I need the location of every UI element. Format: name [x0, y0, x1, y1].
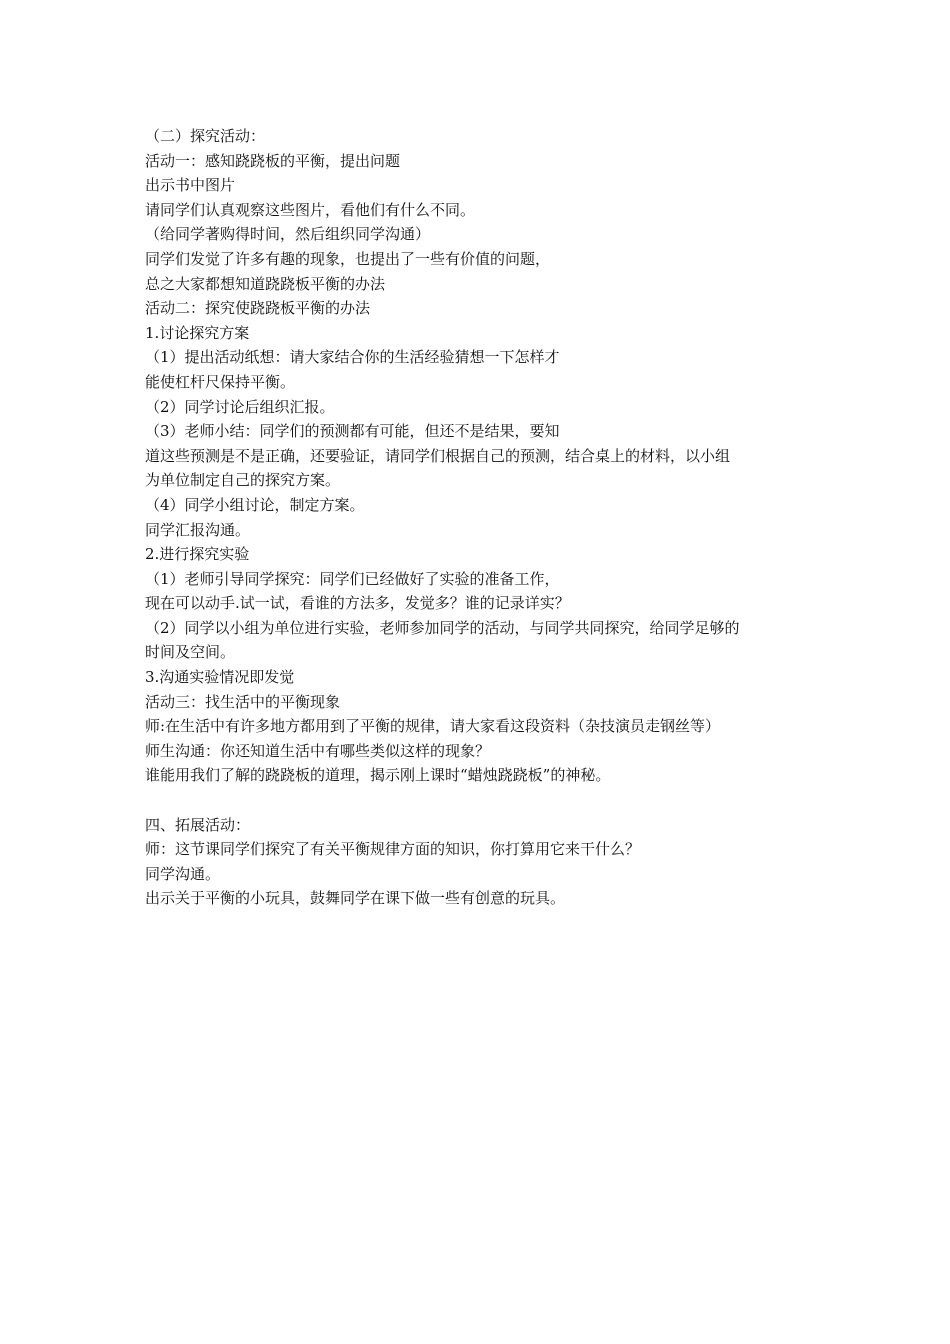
text-line: 请同学们认真观察这些图片，看他们有什么不同。 [145, 200, 476, 219]
text-line: 现在可以动手.试一试，看谁的方法多，发觉多？谁的记录详实？ [145, 594, 570, 613]
text-line: 活动二：探究使跷跷板平衡的办法 [145, 299, 371, 318]
text-line: 出示书中图片 [145, 176, 236, 195]
text-line: （1）提出活动纸想：请大家结合你的生活经验猜想一下怎样才 [145, 348, 560, 367]
text-line: 同学汇报沟通。 [145, 520, 251, 539]
text-line: 出示关于平衡的小玩具，鼓舞同学在课下做一些有创意的玩具。 [145, 889, 566, 908]
text-line: 2.进行探究实验 [145, 545, 250, 564]
text-line: 活动三：找生活中的平衡现象 [145, 692, 341, 711]
text-line: 同学们发觉了许多有趣的现象，也提出了一些有价值的问题， [145, 249, 551, 268]
text-line: （1）老师引导同学探究：同学们已经做好了实验的准备工作， [145, 569, 560, 588]
text-line: （二）探究活动： [145, 127, 266, 145]
text-line: 1.讨论探究方案 [145, 323, 250, 342]
text-line: （3）老师小结：同学们的预测都有可能，但还不是结果，要知 [145, 422, 560, 441]
text-line: 谁能用我们了解的跷跷板的道理，揭示刚上课时“蜡烛跷跷板”的神秘。 [145, 766, 611, 785]
text-line: 能使杠杆尺保持平衡。 [145, 372, 296, 391]
text-line: 同学沟通。 [145, 864, 221, 883]
text-line: （2）同学以小组为单位进行实验，老师参加同学的活动，与同学共同探究，给同学足够的 [145, 618, 740, 637]
text-line: （给同学著购得时间，然后组织同学沟通） [145, 225, 431, 244]
document-body [145, 124, 825, 911]
text-line: 总之大家都想知道跷跷板平衡的办法 [145, 274, 386, 293]
text-line: 活动一：感知跷跷板的平衡，提出问题 [145, 151, 401, 170]
text-line: （2）同学讨论后组织汇报。 [145, 397, 335, 416]
text-line: 师:在生活中有许多地方都用到了平衡的规律，请大家看这段资料（杂技演员走钢丝等） [145, 717, 721, 736]
blank-line [145, 788, 825, 813]
text-line: 师生沟通：你还知道生活中有哪些类似这样的现象？ [145, 741, 491, 760]
text-line: 道这些预测是不是正确，还要验证，请同学们根据自己的预测，结合桌上的材料，以小组 [145, 446, 731, 465]
text-line: 为单位制定自己的探究方案。 [145, 471, 341, 490]
text-line: 时间及空间。 [145, 643, 236, 662]
text-line: 3.沟通实验情况即发觉 [145, 668, 295, 687]
text-line: 师：这节课同学们探究了有关平衡规律方面的知识，你打算用它来干什么？ [145, 840, 641, 859]
text-line: （4）同学小组讨论，制定方案。 [145, 495, 365, 514]
section-heading: 四、拓展活动： [145, 815, 251, 834]
